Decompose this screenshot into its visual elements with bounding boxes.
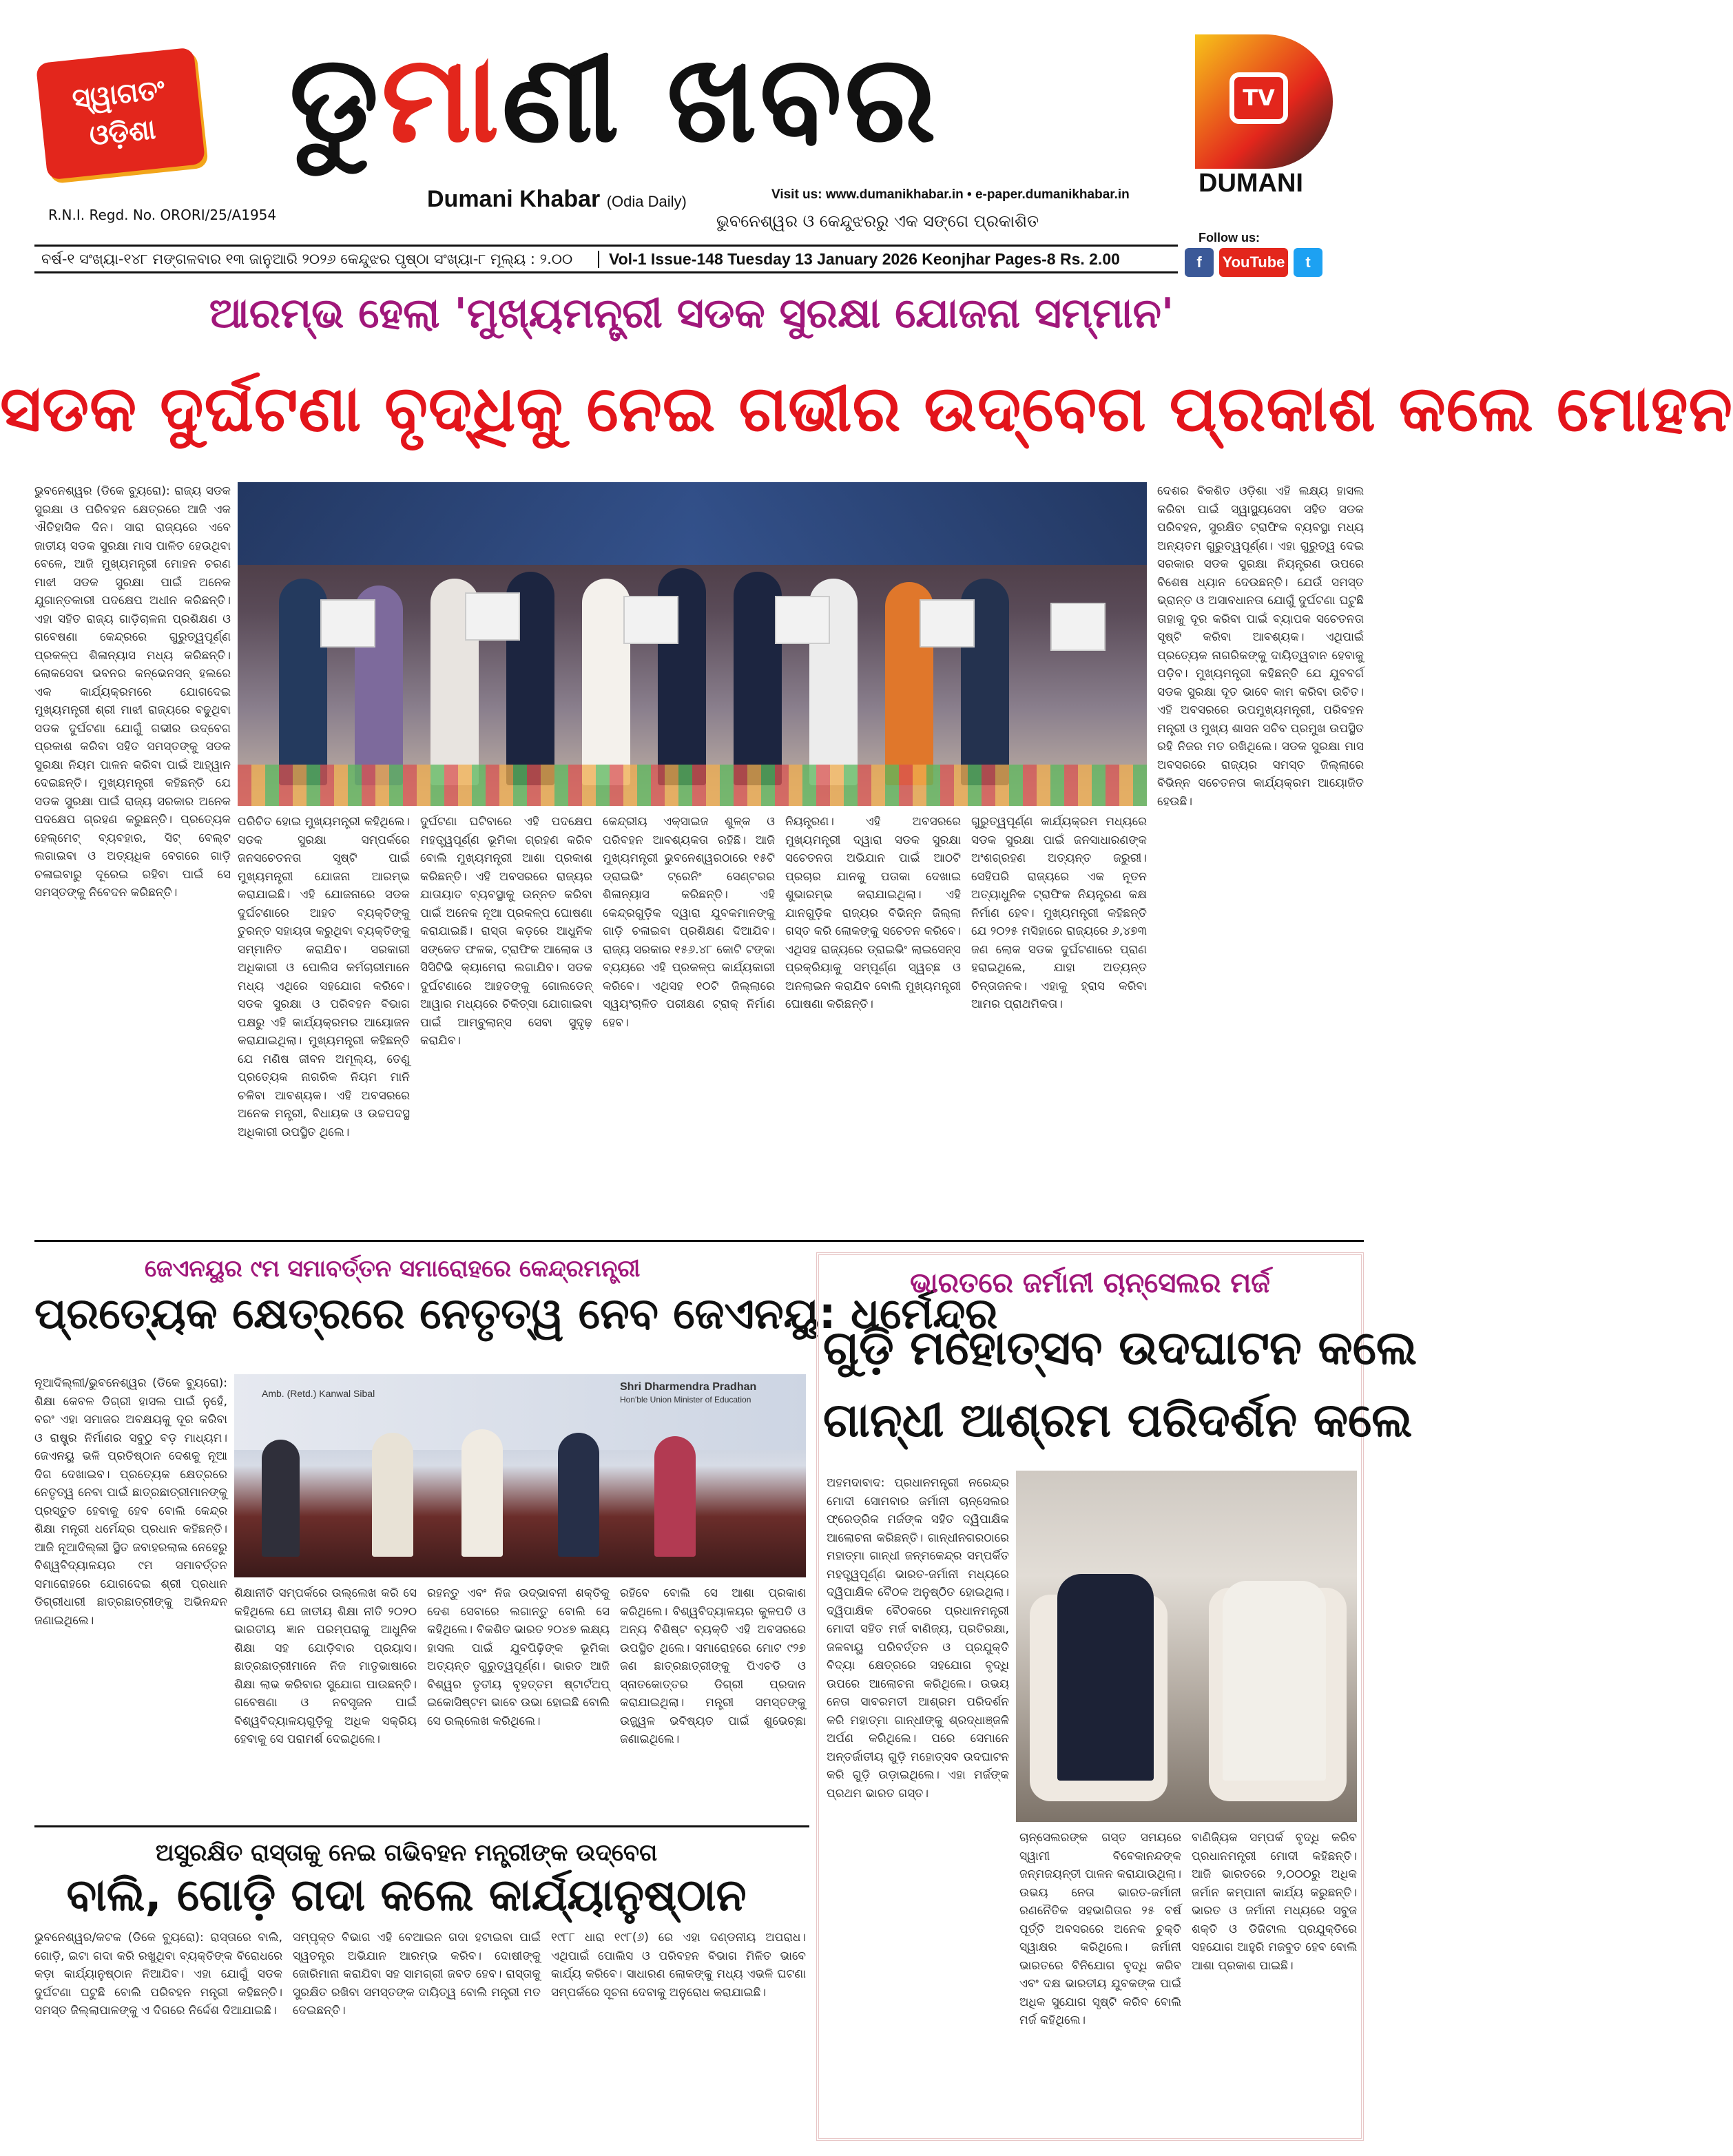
story1-col-b4: ନିୟନ୍ତ୍ରଣ। ଏହି ଅବସରରେ ମୁଖ୍ୟମନ୍ତ୍ରୀ ଦ୍ୱାରା ସଡକ ସୁରକ୍ଷା ସଚେତନତା ଅଭିଯାନ ପାଇଁ ଆଠଟି ପ୍ରଚାର ଯାନକୁ ପତାକା ଦେଖାଇ ଶୁଭାରମ୍ଭ କରାଯାଇଥିଲା। ଏହି ଯାନଗୁଡ଼ିକ ରାଜ୍ୟର ବିଭିନ୍ନ ଜିଲ୍ଲା ଗସ୍ତ କରି ଲୋକଙ୍କୁ ସଚେତନ କରିବେ। ଏଥିସହ ରାଜ୍ୟରେ ଡ୍ରାଇଭିଂ ଲାଇସେନ୍ସ ପ୍ରକ୍ରିୟାକୁ ସମ୍ପୂର୍ଣ୍ଣ ସ୍ୱଚ୍ଛ ଓ ଅନଲାଇନ କରାଯିବ ବୋଲି ମୁଖ୍ୟମନ୍ତ୍ରୀ ଘୋଷଣା କରିଛନ୍ତି। — [785, 815, 961, 1011]
story2-photo — [234, 1374, 806, 1577]
story4-kicker: ଅସୁରକ୍ଷିତ ରାସ୍ତାକୁ ନେଇ ଗଭିବହନ ମନ୍ତ୍ରୀଙ୍କ ଉଦ୍‌ବେଗ — [155, 1839, 658, 1867]
story2-headline: ପ୍ରତ୍ୟେକ କ୍ଷେତ୍ରରେ ନେତୃତ୍ୱ ନେବ ଜେଏନୟୁ: ଧର୍ମେନ୍ଦ୍ର — [34, 1288, 998, 1338]
white-flag — [465, 592, 520, 641]
story1-col-b3: କେନ୍ଦ୍ରୀୟ ଏକ୍ସାଇଜ ଶୁଳ୍କ ଓ ପରିବହନ ଆବଶ୍ୟକତା ରହିଛି। ଆଜି ମୁଖ୍ୟମନ୍ତ୍ରୀ ଭୁବନେଶ୍ୱରଠାରେ ୧୫ଟି ଡ୍ରାଇଭିଂ ଟ୍ରେନିଂ ସେଣ୍ଟରର ଶିଳାନ୍ୟାସ କରିଛନ୍ତି। ଏହି କେନ୍ଦ୍ରଗୁଡ଼ିକ ଦ୍ୱାରା ଯୁବକମାନଙ୍କୁ ଗାଡ଼ି ଚଳାଇବା ପ୍ରଶିକ୍ଷଣ ଦିଆଯିବ। ରାଜ୍ୟ ସରକାର ୧୫୬.୪୮ କୋଟି ଟଙ୍କା ବ୍ୟୟରେ ଏହି ପ୍ରକଳ୍ପ କାର୍ଯ୍ୟକାରୀ କରିବେ। ଏଥିସହ ୧୦ଟି ଜିଲ୍ଲାରେ ସ୍ୱୟଂଚାଳିତ ପରୀକ୍ଷଣ ଟ୍ରାକ୍ ନିର୍ମାଣ ହେବ। — [603, 815, 775, 1030]
white-flag — [623, 596, 678, 644]
badge-line2: ଓଡ଼ିଶା — [87, 113, 158, 152]
photo-person — [1223, 1581, 1326, 1781]
story4-col2: ସମ୍ପୃକ୍ତ ବିଭାଗ ଏହି ବେଆଇନ ଗଦା ହଟାଇବା ପାଇଁ ସ୍ୱତନ୍ତ୍ର ଅଭିଯାନ ଆରମ୍ଭ କରିବ। ଦୋଷୀଙ୍କୁ ଜୋରିମାନା କରାଯିବା ସହ ସାମଗ୍ରୀ ଜବତ ହେବ। ରାସ୍ତାକୁ ସୁରକ୍ଷିତ ରଖିବା ସମସ୍ତଙ୍କ ଦାୟିତ୍ୱ ବୋଲି ମନ୍ତ୍ରୀ ମତ ଦେଇଛନ୍ତି। — [293, 1931, 541, 2018]
stage-banner — [238, 482, 1147, 565]
section-divider — [34, 1240, 1364, 1242]
story1-col-left: ଭୁବନେଶ୍ୱର (ଡିକେ ବ୍ୟୁରୋ): ରାଜ୍ୟ ସଡକ ସୁରକ୍ଷା ଓ ପରିବହନ କ୍ଷେତ୍ରରେ ଆଜି ଏକ ଐତିହାସିକ ଦିନ। ସାରା ରାଜ୍ୟରେ ଏବେ ଜାତୀୟ ସଡକ ସୁରକ୍ଷା ମାସ ପାଳିତ ହେଉଥିବା ବେଳେ, ଆଜି ମୁଖ୍ୟମନ୍ତ୍ରୀ ମୋହନ ଚରଣ ମାଝୀ ସଡକ ସୁରକ୍ଷା ପାଇଁ ଅନେକ ଯୁଗାନ୍ତକାରୀ ପଦକ୍ଷେପ ଅଧୀନ କରିଛନ୍ତି। ଏହା ସହିତ ରାଜ୍ୟ ଗାଡ଼ିଚାଳନା ପ୍ରଶିକ୍ଷଣ ଓ ଗବେଷଣା କେନ୍ଦ୍ରରେ ଗୁରୁତ୍ୱପୂର୍ଣ୍ଣ ପ୍ରକଳ୍ପ ଶିଳାନ୍ୟାସ ମଧ୍ୟ କରିଛନ୍ତି। ଲୋକସେବା ଭବନର କନ୍‌ଭେନସନ୍ ହଲରେ ଏକ କାର୍ଯ୍ୟକ୍ରମରେ ଯୋଗଦେଇ ମୁଖ୍ୟମନ୍ତ୍ରୀ ଶ୍ରୀ ମାଝୀ ରାଜ୍ୟରେ ବଢୁଥିବା ସଡକ ଦୁର୍ଘଟଣା ଯୋଗୁଁ ଗଭୀର ଉଦ୍‌ବେଗ ପ୍ରକାଶ କରିବା ସହିତ ସମସ୍ତଙ୍କୁ ସଡକ ସୁରକ୍ଷା ନିୟମ ପାଳନ କରିବା ପାଇଁ ଆହ୍ୱାନ ଦେଇଛନ୍ତି। ମୁଖ୍ୟମନ୍ତ୍ରୀ କହିଛନ୍ତି ଯେ ସଡକ ସୁରକ୍ଷା ପାଇଁ ରାଜ୍ୟ ସରକାର ଅନେକ ପଦକ୍ଷେପ ଗ୍ରହଣ କରୁଛନ୍ତି। ପ୍ରତ୍ୟେକ ହେଲ୍‌ମେଟ୍ ବ୍ୟବହାର, ସିଟ୍ ବେଲ୍ଟ ଲଗାଇବା ଓ ଅତ୍ୟଧିକ ବେଗରେ ଗାଡ଼ି ଚଳାଇବାରୁ ଦୂରେଇ ରହିବା ପାଇଁ ସେ ସମସ୍ତଙ୍କୁ ନିବେଦନ କରିଛନ୍ତି। — [34, 484, 231, 900]
photo-person — [461, 1429, 503, 1557]
white-flag — [920, 599, 975, 647]
screen-text-name2: Shri Dharmendra Pradhan — [620, 1381, 757, 1393]
title-part2: ଣୀ ଖବର — [501, 30, 939, 169]
story1-photo — [238, 482, 1147, 806]
flower-decoration — [238, 765, 1147, 806]
screen-text-title: Hon'ble Union Minister of Education — [620, 1395, 751, 1404]
story2-col-b2: ରହନ୍ତୁ ଏବଂ ନିଜ ଉଦ୍ଭାବନୀ ଶକ୍ତିକୁ ଦେଶ ସେବାରେ ଲଗାନ୍ତୁ ବୋଲି ସେ କହିଥିଲେ। ବିକଶିତ ଭାରତ ୨୦୪୭ ଲକ୍ଷ୍ୟ ହାସଲ ପାଇଁ ଯୁବପିଢ଼ିଙ୍କ ଭୂମିକା ଅତ୍ୟନ୍ତ ଗୁରୁତ୍ୱପୂର୍ଣ୍ଣ। ଭାରତ ଆଜି ବିଶ୍ୱର ତୃତୀୟ ବୃହତ୍ତମ ଷ୍ଟାର୍ଟଅପ୍ ଇକୋସିଷ୍ଟମ ଭାବେ ଉଭା ହୋଇଛି ବୋଲି ସେ ଉଲ୍ଲେଖ କରିଥିଲେ। — [427, 1586, 610, 1728]
issue-info-bar — [34, 245, 1178, 273]
story4-col1: ଭୁବନେଶ୍ୱର/କଟକ (ଡିକେ ବ୍ୟୁରୋ): ରାସ୍ତାରେ ବାଲି, ଗୋଡ଼ି, ଇଟା ଗଦା କରି ରଖୁଥିବା ବ୍ୟକ୍ତିଙ୍କ ବିରୋଧରେ କଡ଼ା କାର୍ଯ୍ୟାନୁଷ୍ଠାନ ନିଆଯିବ। ଏହା ଯୋଗୁଁ ସଡକ ଦୁର୍ଘଟଣା ଘଟୁଛି ବୋଲି ପରିବହନ ମନ୍ତ୍ରୀ କହିଛନ୍ତି। ସମସ୍ତ ଜିଲ୍ଲାପାଳଙ୍କୁ ଏ ଦିଗରେ ନିର୍ଦ୍ଦେଶ ଦିଆଯାଇଛି। — [34, 1931, 282, 2018]
story3-kicker: ଭାରତରେ ଜର୍ମାନୀ ଚାନ୍ସେଲର ମର୍ଜ — [910, 1267, 1270, 1299]
story3-photo — [1016, 1471, 1357, 1822]
story3-col-b1: ଚାନ୍ସେଲରଙ୍କ ଗସ୍ତ ସମୟରେ ସ୍ୱାମୀ ବିବେକାନନ୍ଦଙ୍କ ଜନ୍ମଜୟନ୍ତୀ ପାଳନ କରାଯାଉଥିଲା। ଉଭୟ ନେତା ଭାରତ-ଜର୍ମାନୀ ରଣନୈତିକ ସହଭାଗିତାର ୨୫ ବର୍ଷ ପୂର୍ତ୍ତି ଅବସରରେ ଅନେକ ଚୁକ୍ତି ସ୍ୱାକ୍ଷର କରିଥିଲେ। ଜର୍ମାନୀ ଭାରତରେ ବିନିଯୋଗ ବୃଦ୍ଧି କରିବ ଏବଂ ଦକ୍ଷ ଭାରତୀୟ ଯୁବକଙ୍କ ପାଇଁ ଅଧିକ ସୁଯୋଗ ସୃଷ୍ଟି କରିବ ବୋଲି ମର୍ଜ କହିଥିଲେ। — [1019, 1831, 1181, 2027]
photo-person — [558, 1433, 599, 1557]
welcome-badge — [36, 47, 206, 180]
tv-brand-name: DUMANI — [1198, 169, 1303, 198]
photo-person — [372, 1433, 413, 1557]
white-flag — [320, 599, 375, 647]
white-flag — [1050, 603, 1106, 651]
subtitle-small: (Odia Daily) — [606, 193, 687, 210]
story1-kicker: ଆରମ୍ଭ ହେଲା 'ମୁଖ୍ୟମନ୍ତ୍ରୀ ସଡକ ସୁରକ୍ଷା ଯୋଜନା ସମ୍ମାନ' — [209, 289, 1174, 338]
tv-icon: TV — [1229, 72, 1288, 124]
white-flag — [775, 596, 830, 644]
issue-info-odia: ବର୍ଷ-୧ ସଂଖ୍ୟା-୧୪୮ ମଙ୍ଗଳବାର ୧୩ ଜାନୁଆରି ୨୦୨୬ କେନ୍ଦୁଝର ପୃଷ୍ଠା ସଂଖ୍ୟା-୮ ମୂଲ୍ୟ : ୨.୦୦ — [34, 251, 599, 268]
story4-headline: ବାଲି, ଗୋଡ଼ି ଗଦା କଲେ କାର୍ଯ୍ୟାନୁଷ୍ଠାନ — [66, 1870, 747, 1921]
story3-headline-line2: ଗାନ୍ଧୀ ଆଶ୍ରମ ପରିଦର୍ଶନ କଲେ — [823, 1393, 1413, 1448]
facebook-icon[interactable]: f — [1185, 248, 1214, 277]
story1-col-b5: ଗୁରୁତ୍ୱପୂର୍ଣ୍ଣ କାର୍ଯ୍ୟକ୍ରମ ମଧ୍ୟରେ ସଡକ ସୁରକ୍ଷା ପାଇଁ ଜନସାଧାରଣଙ୍କ ଅଂଶଗ୍ରହଣ ଅତ୍ୟନ୍ତ ଜରୁରୀ। ସେହିପରି ରାଜ୍ୟରେ ଏକ ନୂତନ ଅତ୍ୟାଧୁନିକ ଟ୍ରାଫିକ ନିୟନ୍ତ୍ରଣ କକ୍ଷ ନିର୍ମାଣ ହେବ। ମୁଖ୍ୟମନ୍ତ୍ରୀ କହିଛନ୍ତି ଯେ ୨୦୨୫ ମସିହାରେ ରାଜ୍ୟରେ ୬,୪୭୩ ଜଣ ଲୋକ ସଡକ ଦୁର୍ଘଟଣାରେ ପ୍ରାଣ ହରାଇଥିଲେ, ଯାହା ଅତ୍ୟନ୍ତ ଚିନ୍ତାଜନକ। ଏହାକୁ ହ୍ରାସ କରିବା ଆମର ପ୍ରାଥମିକତା। — [971, 815, 1147, 1011]
story4-col3: ୧୯୮୮ ଧାରା ୧୯୮(୬) ରେ ଏହା ଦଣ୍ଡନୀୟ ଅପରାଧ। ଏଥିପାଇଁ ପୋଲିସ ଓ ପରିବହନ ବିଭାଗ ମିଳିତ ଭାବେ କାର୍ଯ୍ୟ କରିବେ। ସାଧାରଣ ଲୋକଙ୍କୁ ମଧ୍ୟ ଏଭଳି ଘଟଣା ସମ୍ପର୍କରେ ସୂଚନା ଦେବାକୁ ଅନୁରୋଧ କରାଯାଇଛି। — [551, 1931, 806, 2000]
twitter-icon[interactable]: t — [1294, 248, 1322, 277]
story1-col-right: ଦେଶର ବିକଶିତ ଓଡ଼ିଶା ଏହି ଲକ୍ଷ୍ୟ ହାସଲ କରିବା ପାଇଁ ସ୍ୱାସ୍ଥ୍ୟସେବା ସହିତ ସଡକ ପରିବହନ, ସୁରକ୍ଷିତ ଟ୍ରାଫିକ ବ୍ୟବସ୍ଥା ମଧ୍ୟ ଅନ୍ୟତମ ଗୁରୁତ୍ୱପୂର୍ଣ୍ଣ। ଏହା ଗୁରୁତ୍ୱ ଦେଇ ସରକାର ସଡକ ସୁରକ୍ଷା ନିୟନ୍ତ୍ରଣ ଉପରେ ବିଶେଷ ଧ୍ୟାନ ଦେଉଛନ୍ତି। ଯେଉଁ ସମସ୍ତ ଭ୍ରାନ୍ତ ଓ ଅସାବଧାନତା ଯୋଗୁଁ ଦୁର୍ଘଟଣା ଘଟୁଛି ତାହାକୁ ଦୂର କରିବା ପାଇଁ ବ୍ୟାପକ ସଚେତନତା ସୃଷ୍ଟି କରିବା ଆବଶ୍ୟକ। ଏଥିପାଇଁ ପ୍ରତ୍ୟେକ ନାଗରିକଙ୍କୁ ଦାୟିତ୍ୱବାନ ହେବାକୁ ପଡ଼ିବ। ମୁଖ୍ୟମନ୍ତ୍ରୀ କହିଛନ୍ତି ଯେ ଯୁବବର୍ଗ ସଡକ ସୁରକ୍ଷା ଦୂତ ଭାବେ କାମ କରିବା ଉଚିତ। ଏହି ଅବସରରେ ଉପମୁଖ୍ୟମନ୍ତ୍ରୀ, ପରିବହନ ମନ୍ତ୍ରୀ ଓ ମୁଖ୍ୟ ଶାସନ ସଚିବ ପ୍ରମୁଖ ଉପସ୍ଥିତ ରହି ନିଜର ମତ ରଖିଥିଲେ। ସଡକ ସୁରକ୍ଷା ମାସ ଅବସରରେ ରାଜ୍ୟର ସମସ୍ତ ଜିଲ୍ଲାରେ ବିଭିନ୍ନ ସଚେତନତା କାର୍ଯ୍ୟକ୍ରମ ଆୟୋଜିତ ହେଉଛି। — [1157, 484, 1364, 809]
title-accent: ମା — [381, 30, 502, 169]
story3-col-b2: ବାଣିଜ୍ୟିକ ସମ୍ପର୍କ ବୃଦ୍ଧି କରିବ ପ୍ରଧାନମନ୍ତ୍ରୀ ମୋଦୀ କହିଛନ୍ତି। ଆଜି ଭାରତରେ ୨,୦୦୦ରୁ ଅଧିକ ଜର୍ମାନ କମ୍ପାନୀ କାର୍ଯ୍ୟ କରୁଛନ୍ତି। ଭାରତ ଓ ଜର୍ମାନୀ ମଧ୍ୟରେ ସବୁଜ ଶକ୍ତି ଓ ଡିଜିଟାଲ ପ୍ରଯୁକ୍ତିରେ ସହଯୋଗ ଆହୁରି ମଜବୁତ ହେବ ବୋଲି ଆଶା ପ୍ରକାଶ ପାଇଛି। — [1192, 1831, 1357, 1973]
story3-headline-line1: ଗୁଡ଼ି ମହୋତ୍ସବ ଉଦଘାଟନ କଲେ — [823, 1321, 1417, 1376]
story2-col-b1: ଶିକ୍ଷାନୀତି ସମ୍ପର୍କରେ ଉଲ୍ଲେଖ କରି ସେ କହିଥିଲେ ଯେ ଜାତୀୟ ଶିକ୍ଷା ନୀତି ୨୦୨୦ ଭାରତୀୟ ଜ୍ଞାନ ପରମ୍ପରାକୁ ଆଧୁନିକ ଶିକ୍ଷା ସହ ଯୋଡ଼ିବାର ପ୍ରୟାସ। ଛାତ୍ରଛାତ୍ରୀମାନେ ନିଜ ମାତୃଭାଷାରେ ଶିକ୍ଷା ଲାଭ କରିବାର ସୁଯୋଗ ପାଉଛନ୍ତି। ଗବେଷଣା ଓ ନବସୃଜନ ପାଇଁ ବିଶ୍ୱବିଦ୍ୟାଳୟଗୁଡ଼ିକୁ ଅଧିକ ସକ୍ରିୟ ହେବାକୁ ସେ ପରାମର୍ଶ ଦେଇଥିଲେ। — [234, 1586, 417, 1746]
story2-col-b3: ରହିବେ ବୋଲି ସେ ଆଶା ପ୍ରକାଶ କରିଥିଲେ। ବିଶ୍ୱବିଦ୍ୟାଳୟର କୁଳପତି ଓ ଅନ୍ୟ ବିଶିଷ୍ଟ ବ୍ୟକ୍ତି ଏହି ଅବସରରେ ଉପସ୍ଥିତ ଥିଲେ। ସମାରୋହରେ ମୋଟ ୯୨୭ ଜଣ ଛାତ୍ରଛାତ୍ରୀଙ୍କୁ ପିଏଚଡି ଓ ସ୍ନାତକୋତ୍ତର ଡିଗ୍ରୀ ପ୍ରଦାନ କରାଯାଇଥିଲା। ମନ୍ତ୍ରୀ ସମସ୍ତଙ୍କୁ ଉଜ୍ଜ୍ୱଳ ଭବିଷ୍ୟତ ପାଇଁ ଶୁଭେଚ୍ଛା ଜଣାଇଥିଲେ। — [620, 1586, 806, 1746]
dumani-tv-logo — [1195, 34, 1333, 196]
story2-kicker: ଜେଏନୟୁର ୯ମ ସମାବର୍ତ୍ତନ ସମାରୋହରେ କେନ୍ଦ୍ରମନ୍ତ୍ରୀ — [145, 1255, 641, 1283]
subtitle-text: Dumani Khabar — [427, 186, 601, 212]
issue-info-english: Vol-1 Issue-148 Tuesday 13 January 2026 Keonjhar Pages-8 Rs. 2.00 — [609, 249, 1120, 268]
stage-screen — [234, 1374, 806, 1450]
badge-line1: ସ୍ୱାଗତଂ — [70, 74, 167, 116]
newspaper-title — [289, 28, 939, 172]
section-divider — [34, 1825, 809, 1827]
english-subtitle — [427, 186, 687, 213]
title-part1: ଡୁ — [289, 30, 382, 169]
website-info: Visit us: www.dumanikhabar.in • e-paper.dumanikhabar.in — [771, 187, 1130, 202]
follow-us-label: Follow us: — [1198, 231, 1260, 245]
story2-col-left: ନୂଆଦିଲ୍ଲୀ/ଭୁବନେଶ୍ୱର (ଡିକେ ବ୍ୟୁରୋ): ଶିକ୍ଷା କେବଳ ଡିଗ୍ରୀ ହାସଲ ପାଇଁ ନୁହେଁ, ବରଂ ଏହା ସମାଜର ଅବକ୍ଷୟକୁ ଦୂର କରିବା ଓ ରାଷ୍ଟ୍ର ନିର୍ମାଣର ସବୁଠୁ ବଡ଼ ମାଧ୍ୟମ। ଜେଏନୟୁ ଭଳି ପ୍ରତିଷ୍ଠାନ ଦେଶକୁ ନୂଆ ଦିଗ ଦେଖାଇବ। ପ୍ରତ୍ୟେକ କ୍ଷେତ୍ରରେ ନେତୃତ୍ୱ ନେବା ପାଇଁ ଛାତ୍ରଛାତ୍ରୀମାନଙ୍କୁ ପ୍ରସ୍ତୁତ ହେବାକୁ ହେବ ବୋଲି କେନ୍ଦ୍ର ଶିକ୍ଷା ମନ୍ତ୍ରୀ ଧର୍ମେନ୍ଦ୍ର ପ୍ରଧାନ କହିଛନ୍ତି। ଆଜି ନୂଆଦିଲ୍ଲୀ ସ୍ଥିତ ଜବାହରଲାଲ ନେହେରୁ ବିଶ୍ୱବିଦ୍ୟାଳୟର ୯ମ ସମାବର୍ତ୍ତନ ସମାରୋହରେ ଯୋଗଦେଇ ଶ୍ରୀ ପ୍ରଧାନ ଡିଗ୍ରୀଧାରୀ ଛାତ୍ରଛାତ୍ରୀଙ୍କୁ ଅଭିନନ୍ଦନ ଜଣାଇଥିଲେ। — [34, 1376, 227, 1628]
story1-col-b2: ଦୁର୍ଘଟଣା ଘଟିବାରେ ଏହି ପଦକ୍ଷେପ ମହତ୍ତ୍ୱପୂର୍ଣ୍ଣ ଭୂମିକା ଗ୍ରହଣ କରିବ ବୋଲି ମୁଖ୍ୟମନ୍ତ୍ରୀ ଆଶା ପ୍ରକାଶ କରିଛନ୍ତି। ଏହି ଅବସରରେ ରାଜ୍ୟର ଯାତାୟାତ ବ୍ୟବସ୍ଥାକୁ ଉନ୍ନତ କରିବା ପାଇଁ ଅନେକ ନୂଆ ପ୍ରକଳ୍ପ ଘୋଷଣା କରାଯାଇଛି। ରାସ୍ତା କଡ଼ରେ ଆଧୁନିକ ସଙ୍କେତ ଫଳକ, ଟ୍ରାଫିକ ଆଲୋକ ଓ ସିସିଟିଭି କ୍ୟାମେରା ଲଗାଯିବ। ସଡକ ଦୁର୍ଘଟଣାରେ ଆହତଙ୍କୁ ଗୋଲଡେନ୍ ଆୱାର ମଧ୍ୟରେ ଚିକିତ୍ସା ଯୋଗାଇବା ପାଇଁ ଆମ୍ବୁଲାନ୍ସ ସେବା ସୁଦୃଢ଼ କରାଯିବ। — [420, 815, 592, 1048]
story1-headline: ସଡକ ଦୁର୍ଘଟଣା ବୃଦ୍ଧିକୁ ନେଇ ଗଭୀର ଉଦ୍‌ବେଗ ପ୍ରକାଶ କଲେ ମୋହନ — [0, 372, 1733, 446]
story3-col-left: ଅହମଦାବାଦ: ପ୍ରଧାନମନ୍ତ୍ରୀ ନରେନ୍ଦ୍ର ମୋଦୀ ସୋମବାର ଜର୍ମାନୀ ଚାନ୍ସେଲର ଫ୍ରେଡ୍ରିକ ମର୍ଜଙ୍କ ସହିତ ଦ୍ୱିପାକ୍ଷିକ ଆଲୋଚନା କରିଛନ୍ତି। ଗାନ୍ଧୀନଗରଠାରେ ମହାତ୍ମା ଗାନ୍ଧୀ ଜନ୍ମକେନ୍ଦ୍ର ସମ୍ପର୍କିତ ମହତ୍ତ୍ୱପୂର୍ଣ୍ଣ ଭାରତ-ଜର୍ମାନୀ ମଧ୍ୟରେ ଦ୍ୱିପାକ୍ଷିକ ବୈଠକ ଅନୁଷ୍ଠିତ ହୋଇଥିଲା। ଦ୍ୱିପାକ୍ଷିକ ବୈଠକରେ ପ୍ରଧାନମନ୍ତ୍ରୀ ମୋଦୀ ସହିତ ମର୍ଜ ବାଣିଜ୍ୟ, ପ୍ରତିରକ୍ଷା, ଜଳବାୟୁ ପରିବର୍ତ୍ତନ ଓ ପ୍ରଯୁକ୍ତି ବିଦ୍ୟା କ୍ଷେତ୍ରରେ ସହଯୋଗ ବୃଦ୍ଧି ଉପରେ ଆଲୋଚନା କରିଥିଲେ। ଉଭୟ ନେତା ସାବରମତୀ ଆଶ୍ରମ ପରିଦର୍ଶନ କରି ମହାତ୍ମା ଗାନ୍ଧୀଙ୍କୁ ଶ୍ରଦ୍ଧାଞ୍ଜଳି ଅର୍ପଣ କରିଥିଲେ। ପରେ ସେମାନେ ଅନ୍ତର୍ଜାତୀୟ ଗୁଡ଼ି ମହୋତ୍ସବ ଉଦଘାଟନ କରି ଗୁଡ଼ି ଉଡ଼ାଇଥିଲେ। ଏହା ମର୍ଜଙ୍କ ପ୍ରଥମ ଭାରତ ଗସ୍ତ। — [827, 1476, 1009, 1801]
registration-number: R.N.I. Regd. No. ORORI/25/A1954 — [48, 207, 277, 223]
photo-person — [1057, 1574, 1154, 1781]
social-links — [1185, 248, 1322, 277]
youtube-icon[interactable]: YouTube — [1219, 248, 1288, 277]
photo-person — [262, 1440, 300, 1557]
screen-text-name1: Amb. (Retd.) Kanwal Sibal — [262, 1388, 375, 1399]
photo-person — [654, 1436, 696, 1557]
publication-tagline: ଭୁବନେଶ୍ୱର ଓ କେନ୍ଦୁଝରରୁ ଏକ ସଙ୍ଗେ ପ୍ରକାଶିତ — [716, 211, 1039, 231]
story1-col-b1: ପରିଚିତ ହୋଇ ମୁଖ୍ୟମନ୍ତ୍ରୀ କହିଥିଲେ। ସଡକ ସୁରକ୍ଷା ସମ୍ପର୍କରେ ଜନସଚେତନତା ସୃଷ୍ଟି ପାଇଁ ମୁଖ୍ୟମନ୍ତ୍ରୀ ଯୋଜନା ଆରମ୍ଭ କରାଯାଇଛି। ଏହି ଯୋଜନାରେ ସଡକ ଦୁର୍ଘଟଣାରେ ଆହତ ବ୍ୟକ୍ତିଙ୍କୁ ତୁରନ୍ତ ସହାୟତା କରୁଥିବା ବ୍ୟକ୍ତିଙ୍କୁ ସମ୍ମାନିତ କରାଯିବ। ସରକାରୀ ଅଧିକାରୀ ଓ ପୋଲିସ କର୍ମଚାରୀମାନେ ମଧ୍ୟ ଏଥିରେ ସହଯୋଗ କରିବେ। ସଡକ ସୁରକ୍ଷା ଓ ପରିବହନ ବିଭାଗ ପକ୍ଷରୁ ଏହି କାର୍ଯ୍ୟକ୍ରମର ଆୟୋଜନ କରାଯାଇଥିଲା। ମୁଖ୍ୟମନ୍ତ୍ରୀ କହିଛନ୍ତି ଯେ ମଣିଷ ଜୀବନ ଅମୂଲ୍ୟ, ତେଣୁ ପ୍ରତ୍ୟେକ ନାଗରିକ ନିୟମ ମାନି ଚଳିବା ଆବଶ୍ୟକ। ଏହି ଅବସରରେ ଅନେକ ମନ୍ତ୍ରୀ, ବିଧାୟକ ଓ ଉଚ୍ଚପଦସ୍ଥ ଅଧିକାରୀ ଉପସ୍ଥିତ ଥିଲେ। — [238, 815, 410, 1139]
